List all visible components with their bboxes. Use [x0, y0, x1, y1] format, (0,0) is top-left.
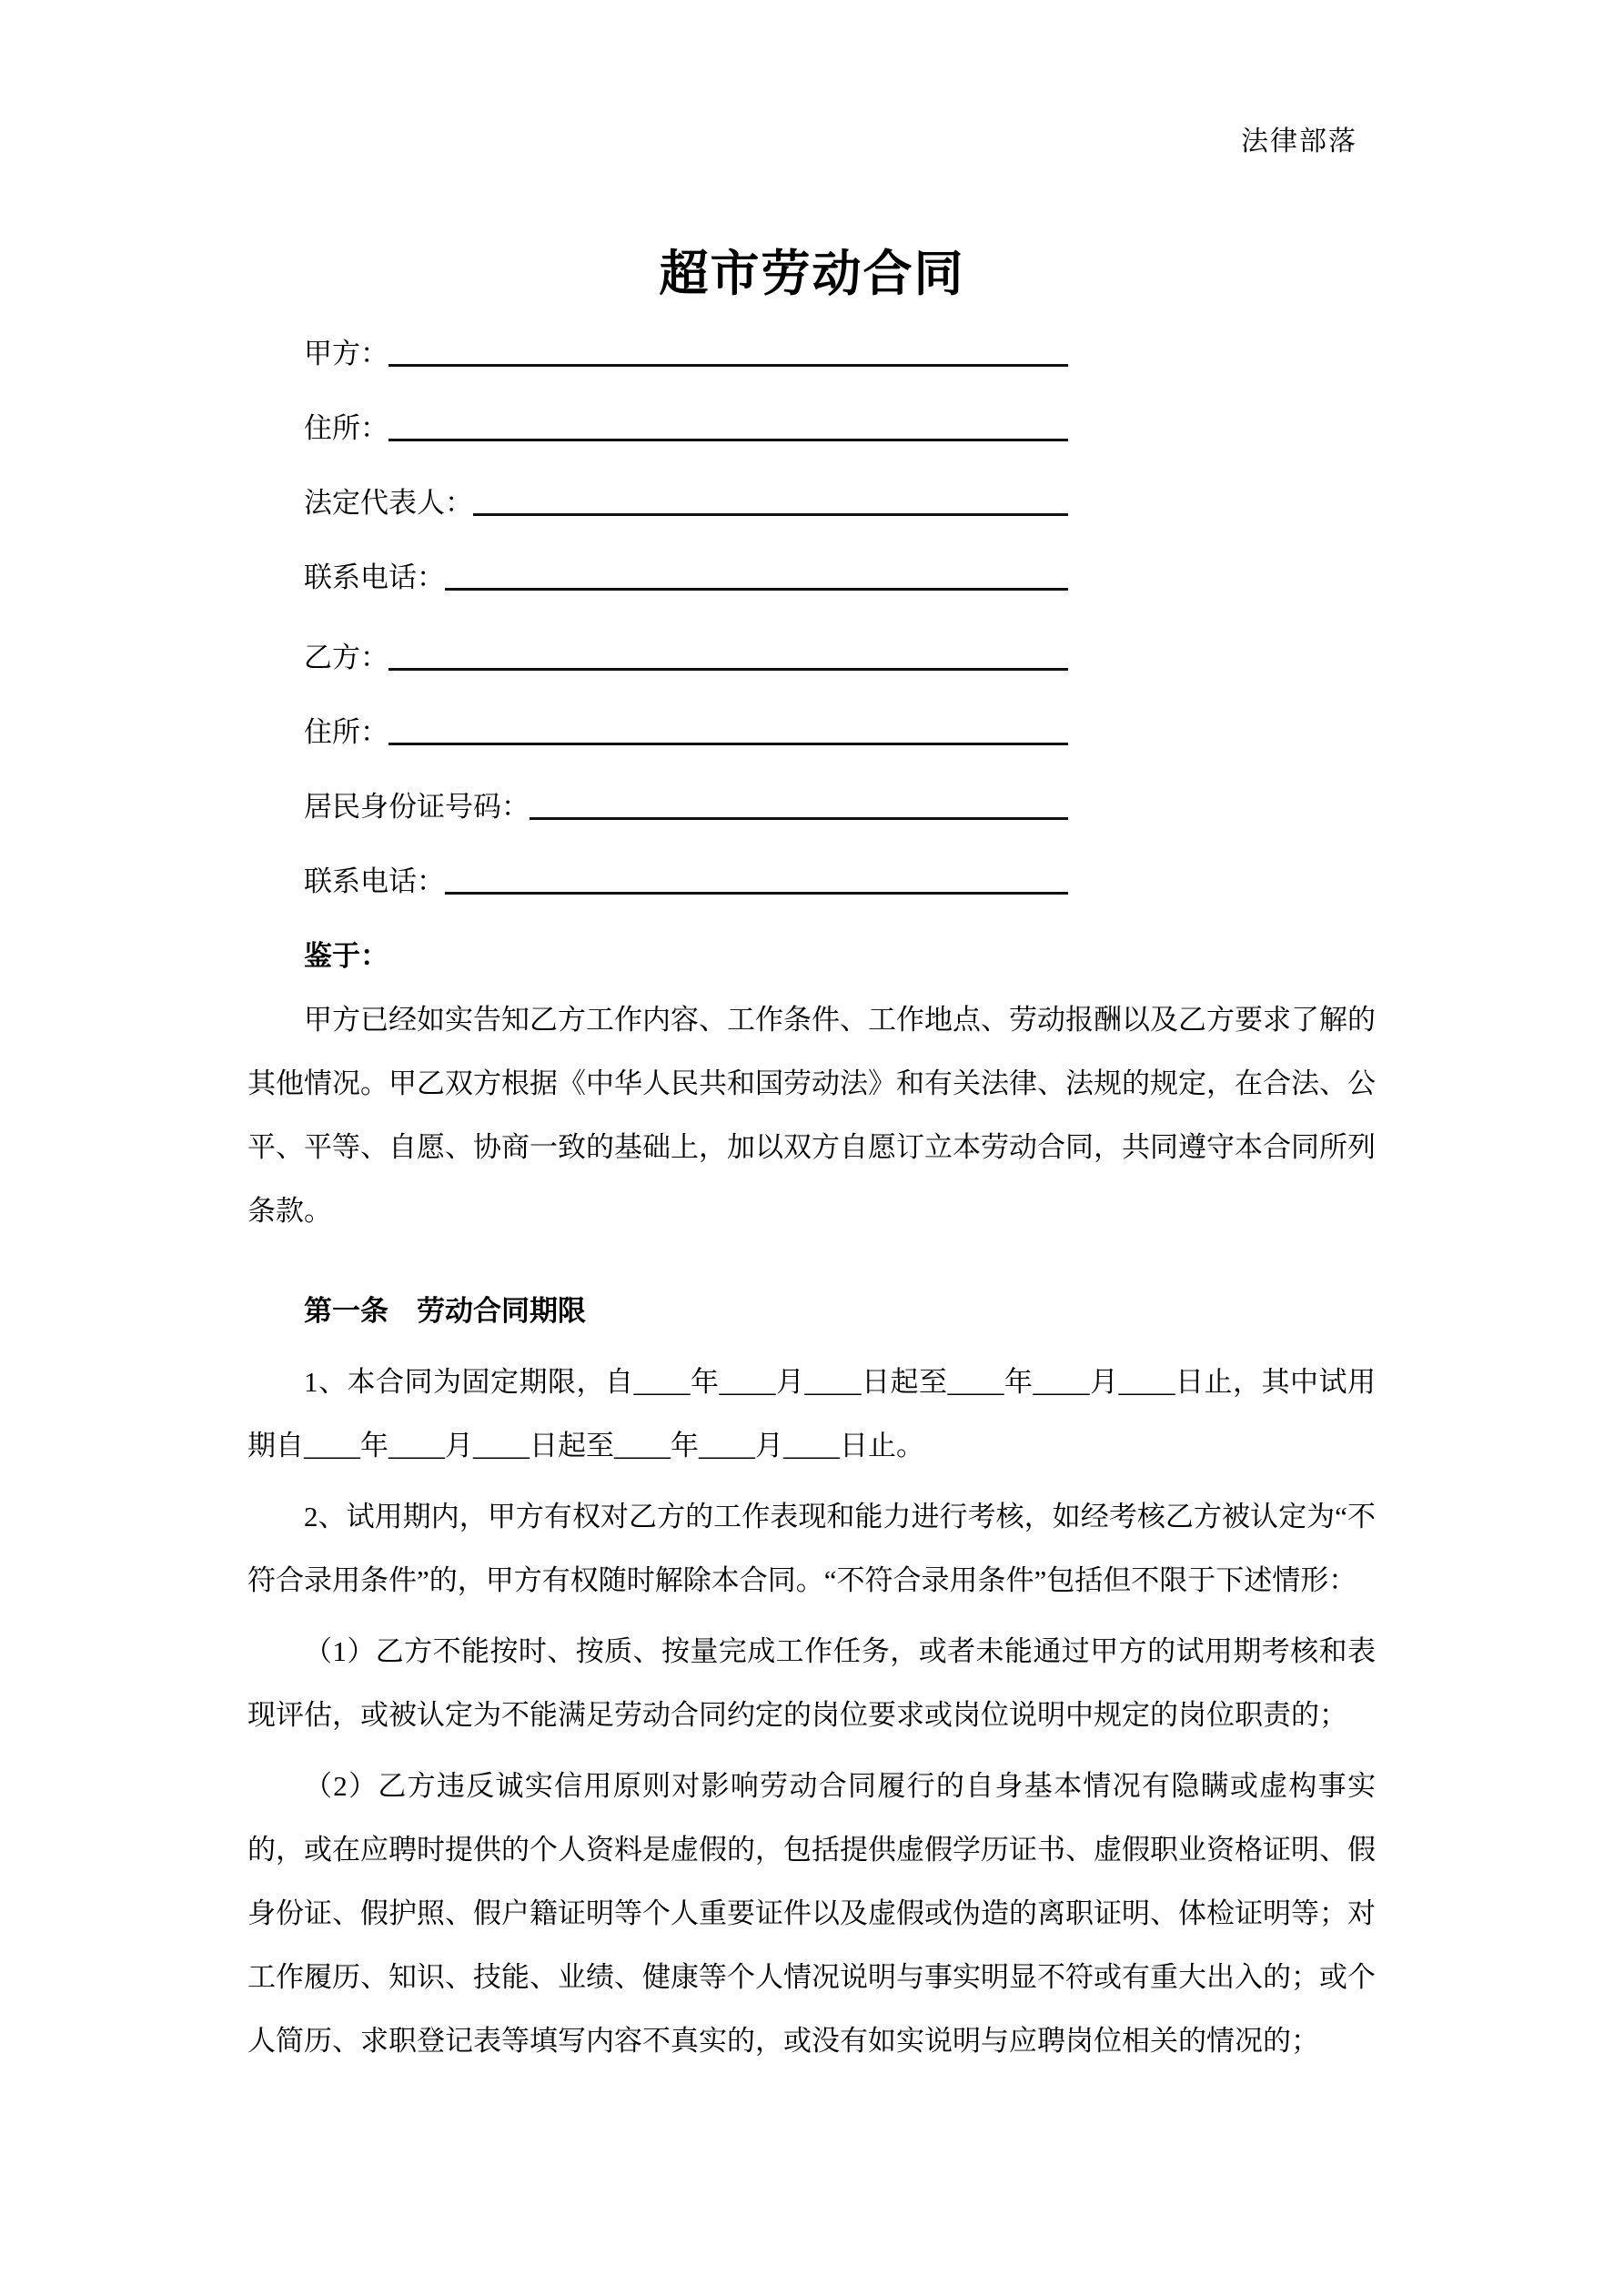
article-1-item-2: （2）乙方违反诚实信用原则对影响劳动合同履行的自身基本情况有隐瞒或虚构事实的，或在应聘时提供的个人资料是虚假的，包括提供虚假学历证书、虚假职业资格证明、假身份证、假护照、假户籍证明等个人重要证件以及虚假或伪造的离职证明、体检证明等；对工作履历、知识、技能、业绩、健康等个人情况说明与事实明显不符或有重大出入的；或个人简历、求职登记表等填写内容不真实的，或没有如实说明与应聘岗位相关的情况的；: [247, 1770, 1376, 2057]
whereas-heading: 鉴于：: [304, 940, 388, 972]
party-a-fields: [304, 317, 1068, 615]
whereas-paragraph: 甲方已经如实告知乙方工作内容、工作条件、工作地点、劳动报酬以及乙方要求了解的其他情况。甲乙双方根据《中华人民共和国劳动法》和有关法律、法规的规定，在合法、公平、平等、自愿、协商一致的基础上，加以双方自愿订立本劳动合同，共同遵守本合同所列条款。: [247, 1004, 1376, 1227]
field-label: 住所：: [304, 716, 388, 748]
site-watermark-label: 法律部落: [1241, 126, 1357, 157]
field-row-party-a-address: [304, 391, 1068, 466]
field-blank-line[interactable]: [445, 541, 1068, 591]
field-label: 乙方：: [304, 642, 388, 673]
field-blank-line[interactable]: [530, 770, 1068, 820]
field-label: 住所：: [304, 412, 388, 444]
field-label: 联系电话：: [304, 561, 445, 593]
article-1-clause-2: 2、试用期内，甲方有权对乙方的工作表现和能力进行考核，如经考核乙方被认定为“不符合录用条件”的，甲方有权随时解除本合同。“不符合录用条件”包括但不限于下述情形：: [247, 1501, 1376, 1596]
page-title: 超市劳动合同: [659, 247, 965, 301]
party-b-fields: [304, 621, 1068, 919]
article-1-clause-1: 1、本合同为固定期限，自____年____月____日起至____年____月____日止，其中试用期自____年____月____日起至____年____月____日止。: [247, 1366, 1376, 1462]
field-blank-line[interactable]: [388, 317, 1068, 367]
field-row-party-a-legal-rep: [304, 466, 1068, 541]
field-label: 居民身份证号码：: [304, 791, 530, 823]
field-row-party-b-phone: [304, 845, 1068, 919]
article-1-item-1: （1）乙方不能按时、按质、按量完成工作任务，或者未能通过甲方的试用期考核和表现评估，或被认定为不能满足劳动合同约定的岗位要求或岗位说明中规定的岗位职责的；: [247, 1635, 1376, 1731]
field-row-party-a-name: [304, 317, 1068, 391]
field-label: 联系电话：: [304, 865, 445, 897]
field-blank-line[interactable]: [445, 845, 1068, 895]
field-row-party-b-name: [304, 621, 1068, 695]
field-blank-line[interactable]: [388, 621, 1068, 671]
field-blank-line[interactable]: [388, 391, 1068, 441]
article-1-heading: 第一条 劳动合同期限: [304, 1295, 586, 1327]
field-row-party-b-id-number: [304, 770, 1068, 845]
field-row-party-a-phone: [304, 541, 1068, 615]
field-blank-line[interactable]: [388, 695, 1068, 745]
field-row-party-b-address: [304, 695, 1068, 770]
field-blank-line[interactable]: [473, 466, 1068, 516]
field-label: 甲方：: [304, 338, 388, 369]
field-label: 法定代表人：: [304, 487, 473, 519]
